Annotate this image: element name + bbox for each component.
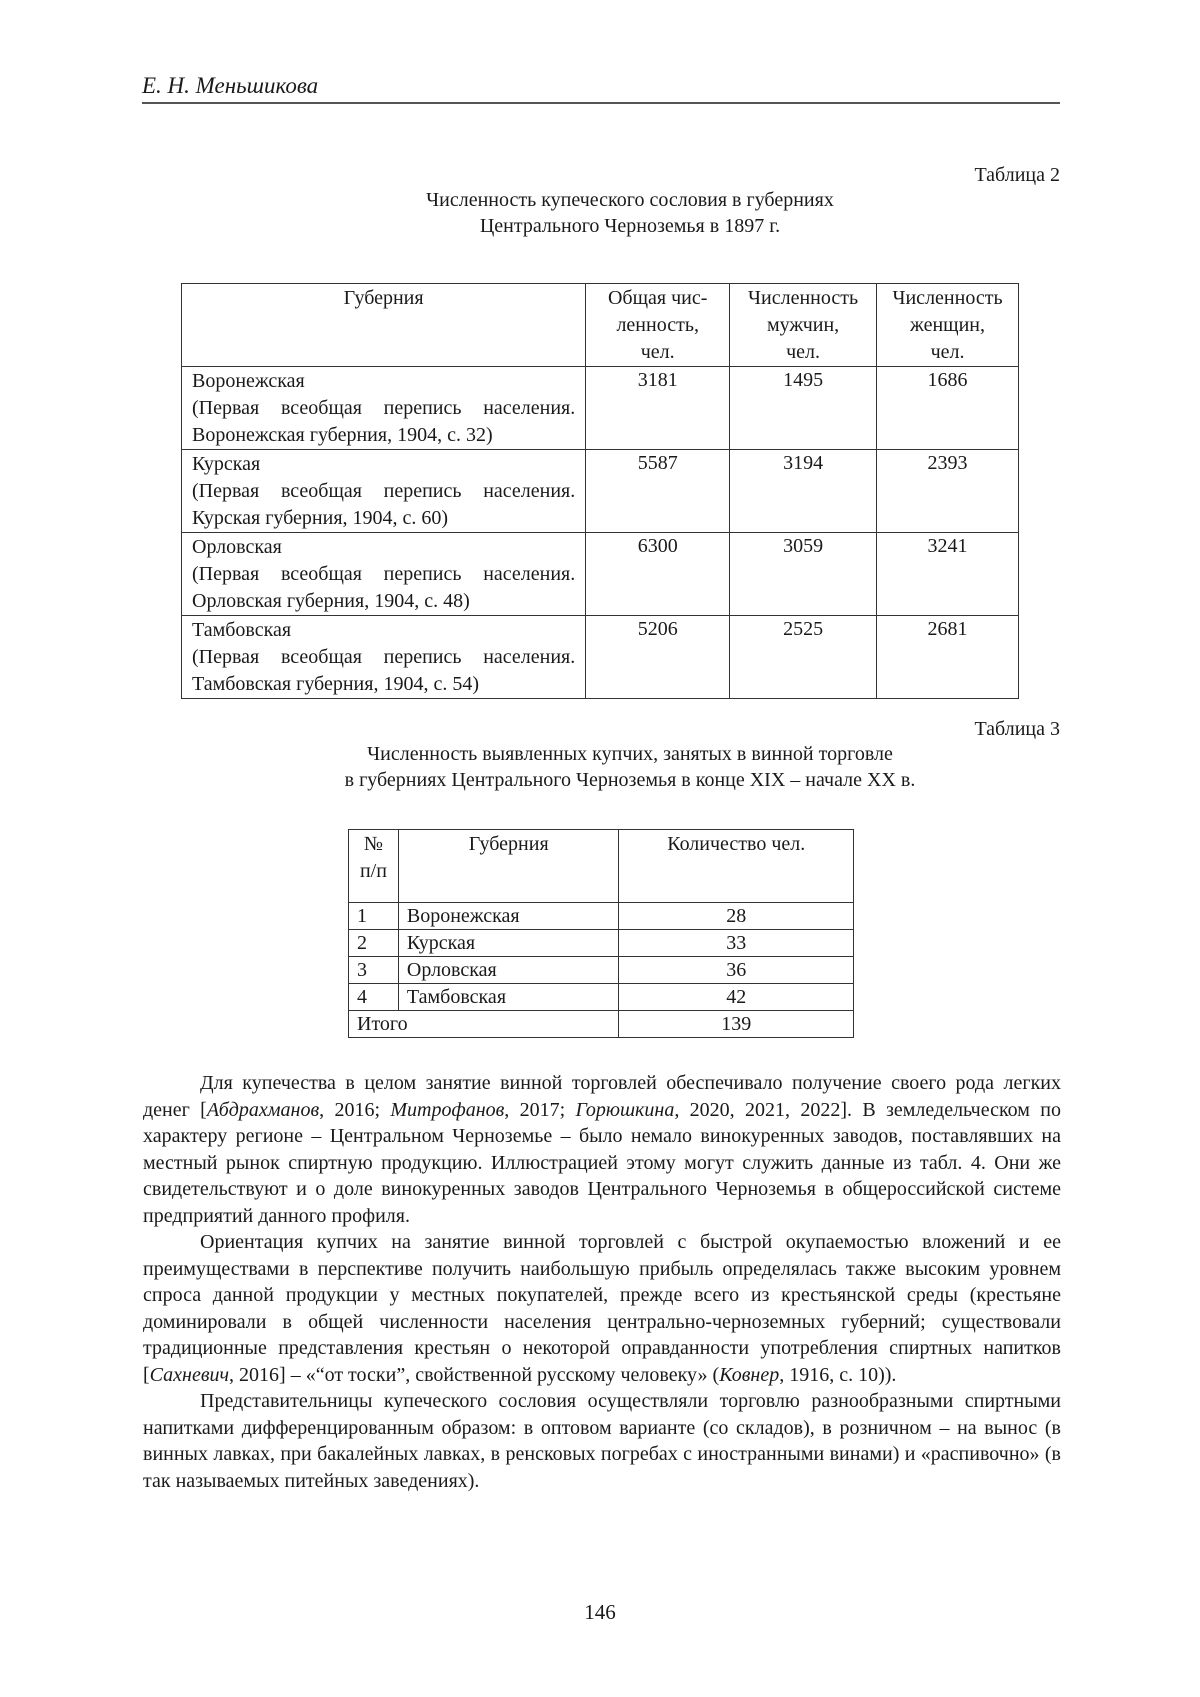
- header-line: ленность,: [616, 314, 699, 336]
- women-cell: 2393: [877, 450, 1019, 533]
- source-line: Орловская губерния, 1904, с. 48): [192, 590, 470, 612]
- paragraph-1: [143, 1070, 1061, 1229]
- women-cell: 3241: [877, 533, 1019, 616]
- header-line: Численность: [748, 287, 859, 309]
- province-name: Орловская: [192, 536, 282, 558]
- text-run: , 2016;: [319, 1098, 391, 1121]
- header-line: чел.: [786, 341, 821, 363]
- source-line: Курская губерния, 1904, с. 60): [192, 507, 449, 529]
- running-head-author: Е. Н. Меньшикова: [142, 72, 1060, 104]
- source-line: (Первая всеобщая перепись населения.: [192, 563, 576, 585]
- header-line: №: [363, 833, 383, 855]
- header-line: п/п: [359, 860, 387, 882]
- province-cell: Воронежская: [398, 903, 619, 930]
- table-3-title-line-1: Численность выявленных купчих, занятых в винной торговле: [367, 743, 893, 765]
- paragraph-3: Представительницы купеческого сословия осуществляли торговлю разнообразными спиртными напитками дифференцированным образом: в оптовом варианте (со складов), в розничном – на вынос (в винных лавках, при бакалейных лавках, в ренсковых погребах с иностранными винами) и «распивочно» (в так называемых питейных заведениях).: [143, 1390, 1061, 1492]
- total-label: Итого: [349, 1011, 619, 1038]
- text-run: , 1916, с. 10)).: [779, 1363, 897, 1386]
- header-line: чел.: [930, 341, 965, 363]
- citation-author: Горюшкина: [575, 1098, 675, 1121]
- table-2-header-province: [182, 284, 586, 367]
- table-2-header-men: [730, 284, 877, 367]
- citation-author: Митрофанов: [390, 1098, 505, 1121]
- header-line: мужчин,: [766, 314, 840, 336]
- count-cell: 28: [619, 903, 854, 930]
- source-line: (Первая всеобщая перепись населения.: [192, 480, 576, 502]
- header-line: чел.: [640, 341, 675, 363]
- province-cell: Тамбовская: [398, 984, 619, 1011]
- header-line: Численность: [892, 287, 1003, 309]
- table-3-header-count: Количество чел.: [619, 830, 854, 903]
- total-cell: 3181: [586, 367, 730, 450]
- number-cell: 2: [349, 930, 399, 957]
- source-line: (Первая всеобщая перепись населения.: [192, 397, 576, 419]
- total-cell: 6300: [586, 533, 730, 616]
- text-run: Ориентация купчих на занятие винной торговлей с быстрой окупаемостью вложений и ее преимуществами в перспективе получить наибольшую прибыль определялась также высоким уровнем спроса данной продукции у местных покупателей, прежде всего из крестьянской среды (крестьяне доминировали в общей численности населения центрально-черноземных губерний; существовали традиционные представления крестьян о некоторой оправданности употребления спиртных напитков [: [143, 1231, 1061, 1386]
- women-cell: 2681: [877, 616, 1019, 699]
- header-line: Общая чис-: [607, 287, 708, 309]
- source-line: (Первая всеобщая перепись населения.: [192, 646, 576, 668]
- table-2-title-line-1: Численность купеческого сословия в губерниях: [426, 189, 834, 211]
- table-3-header-row: [349, 830, 854, 903]
- men-cell: 3059: [730, 533, 877, 616]
- table-row: [182, 450, 1019, 533]
- table-2-header-total: [586, 284, 730, 367]
- total-cell: 5206: [586, 616, 730, 699]
- table-3: [348, 829, 854, 1038]
- citation-author: Ковнер: [719, 1363, 780, 1386]
- province-cell: Курская: [398, 930, 619, 957]
- province-cell: [182, 616, 586, 699]
- table-row: [349, 984, 854, 1011]
- citation-author: Абдрахманов: [206, 1098, 320, 1121]
- number-cell: 1: [349, 903, 399, 930]
- count-cell: 33: [619, 930, 854, 957]
- table-row: [182, 367, 1019, 450]
- province-name: Тамбовская: [192, 619, 292, 641]
- table-3-header-province: Губерния: [398, 830, 619, 903]
- table-2-title: [0, 187, 1200, 239]
- count-cell: 36: [619, 957, 854, 984]
- header-text: Губерния: [343, 287, 424, 309]
- table-2: [181, 283, 1019, 699]
- men-cell: 2525: [730, 616, 877, 699]
- count-cell: 42: [619, 984, 854, 1011]
- total-cell: 5587: [586, 450, 730, 533]
- citation-author: Сахневич: [149, 1363, 230, 1386]
- table-row: [349, 903, 854, 930]
- text-run: Для купечества в целом занятие винной торговлей обеспечивало получение своего рода легких денег [: [143, 1072, 1061, 1121]
- table-2-header-women: [877, 284, 1019, 367]
- table-3-title-line-2: в губерниях Центрального Черноземья в конце XIX – начале XX в.: [344, 769, 916, 791]
- text-run: , 2020, 2021, 2022]. В земледельческом по характеру регионе – Центральном Черноземье – было немало винокуренных заводов, поставлявших на местный рынок спиртную продукцию. Иллюстрацией этому могут служить данные из табл. 4. Они же свидетельствуют и о доле винокуренных заводов Центрального Черноземья в общероссийской системе предприятий данного профиля.: [143, 1098, 1061, 1227]
- province-name: Воронежская: [192, 370, 305, 392]
- text-run: , 2016] – «“от тоски”, свойственной русскому человеку» (: [229, 1363, 720, 1386]
- table-row: [182, 616, 1019, 699]
- table-row: [182, 533, 1019, 616]
- table-2-label: Таблица 2: [974, 164, 1060, 186]
- table-2-title-line-2: Центрального Черноземья в 1897 г.: [479, 215, 781, 237]
- women-cell: 1686: [877, 367, 1019, 450]
- table-row: [349, 957, 854, 984]
- table-3-title: [0, 741, 1200, 793]
- men-cell: 3194: [730, 450, 877, 533]
- number-cell: 3: [349, 957, 399, 984]
- text-run: , 2017;: [504, 1098, 576, 1121]
- header-line: женщин,: [910, 314, 985, 336]
- paragraph-2: [143, 1229, 1061, 1388]
- table-3-label: Таблица 3: [974, 718, 1060, 740]
- table-row: [349, 930, 854, 957]
- province-name: Курская: [192, 453, 261, 475]
- page-number: 146: [584, 1600, 616, 1624]
- province-cell: [182, 450, 586, 533]
- men-cell: 1495: [730, 367, 877, 450]
- table-3-header-number: [349, 830, 399, 903]
- province-cell: Орловская: [398, 957, 619, 984]
- table-total-row: [349, 1011, 854, 1038]
- number-cell: 4: [349, 984, 399, 1011]
- province-cell: [182, 367, 586, 450]
- total-value: 139: [619, 1011, 854, 1038]
- source-line: Воронежская губерния, 1904, с. 32): [192, 424, 493, 446]
- table-2-header-row: [182, 284, 1019, 367]
- source-line: Тамбовская губерния, 1904, с. 54): [192, 673, 479, 695]
- body-text: [143, 1070, 1061, 1494]
- province-cell: [182, 533, 586, 616]
